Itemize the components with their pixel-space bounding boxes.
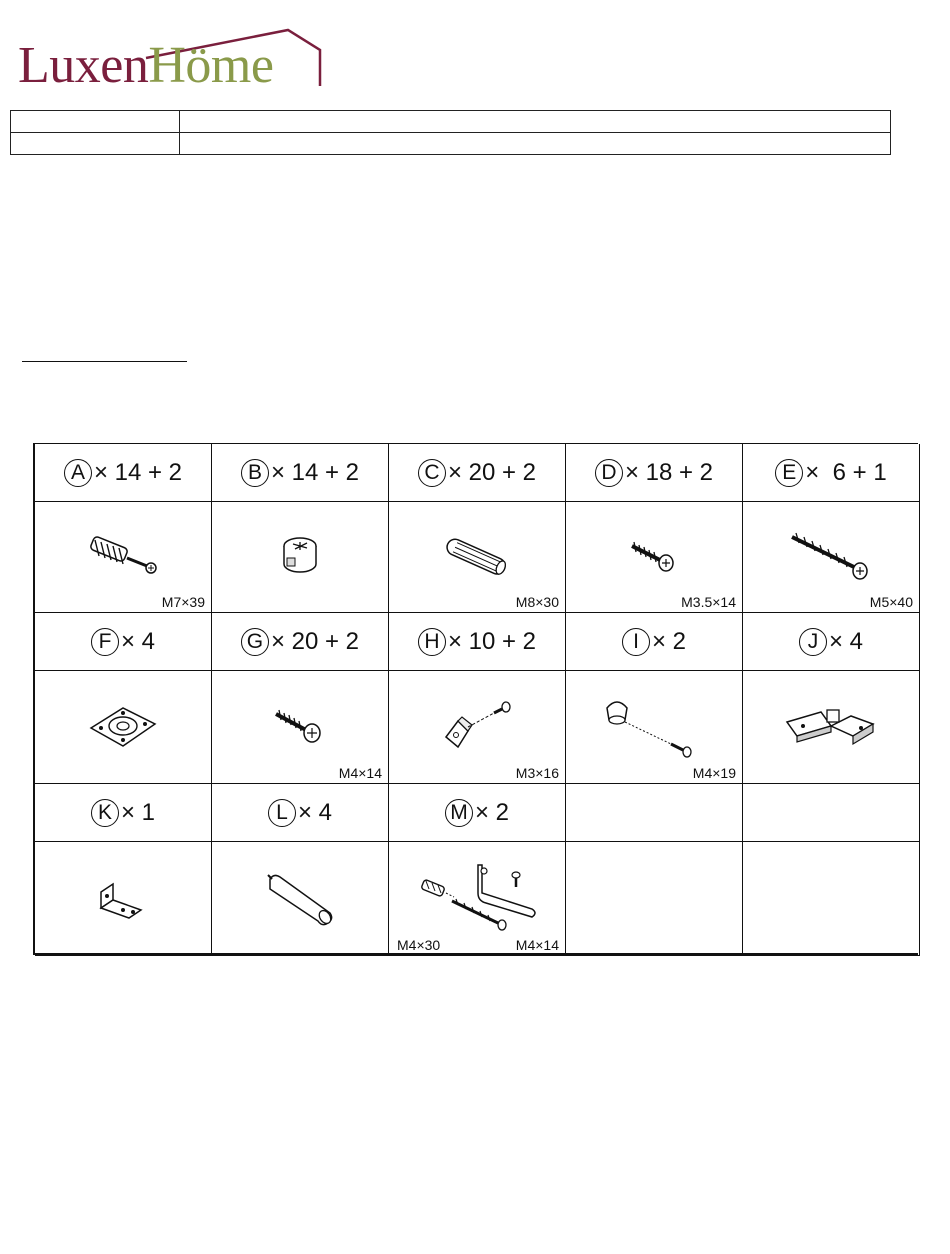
- hardware-header-e: [743, 444, 920, 502]
- hardware-header-a: [35, 444, 212, 502]
- item-spec: M8×30: [515, 594, 559, 610]
- hardware-header-d: [566, 444, 743, 502]
- empty-cell: [566, 842, 743, 956]
- item-letter: G: [241, 628, 269, 656]
- item-quantity: × 4: [297, 798, 333, 826]
- hardware-header-m: [389, 784, 566, 842]
- item-letter: C: [418, 459, 446, 487]
- hardware-header-j: [743, 613, 920, 671]
- item-spec: M4×14: [338, 765, 382, 781]
- item-quantity: × 4: [120, 627, 156, 655]
- item-letter: K: [91, 799, 119, 827]
- item-letter: H: [418, 628, 446, 656]
- item-spec: M4×19: [692, 765, 736, 781]
- item-quantity: × 2: [651, 627, 687, 655]
- tapered-leg-icon: [260, 869, 340, 929]
- item-quantity: × 6 + 1: [805, 458, 887, 486]
- item-quantity: × 14 + 2: [270, 458, 360, 486]
- hardware-picture-h: [389, 671, 566, 784]
- hardware-picture-b: [212, 502, 389, 613]
- item-letter: J: [799, 628, 827, 656]
- hardware-header-f: [35, 613, 212, 671]
- item-letter: E: [775, 459, 803, 487]
- leg-mounting-plate-icon: [83, 702, 163, 752]
- screw-icon: [270, 702, 330, 752]
- item-letter: L: [268, 799, 296, 827]
- item-quantity: × 14 + 2: [93, 458, 183, 486]
- item-letter: M: [445, 799, 473, 827]
- item-letter: I: [622, 628, 650, 656]
- item-letter: B: [241, 459, 269, 487]
- anti-tip-kit-icon: [412, 859, 542, 939]
- hardware-picture-e: [743, 502, 920, 613]
- hinge-icon: [781, 702, 881, 752]
- item-spec: M7×39: [161, 594, 205, 610]
- brand-name: LuxenHöme: [18, 37, 274, 94]
- item-spec-left: M4×30: [397, 937, 441, 953]
- item-quantity: × 10 + 2: [447, 627, 537, 655]
- hardware-picture-m: [389, 842, 566, 956]
- cam-lock-icon: [275, 532, 325, 582]
- item-quantity: × 20 + 2: [447, 458, 537, 486]
- item-quantity: × 1: [120, 798, 156, 826]
- item-spec: M3×16: [515, 765, 559, 781]
- small-screw-icon: [624, 532, 684, 582]
- hardware-picture-j: [743, 671, 920, 784]
- long-screw-icon: [786, 527, 876, 587]
- item-spec: M4×14: [515, 937, 559, 953]
- item-spec: M3.5×14: [681, 594, 736, 610]
- hardware-picture-g: [212, 671, 389, 784]
- info-table: [10, 110, 891, 155]
- hardware-picture-l: [212, 842, 389, 956]
- hardware-header-b: [212, 444, 389, 502]
- table-row: [11, 111, 891, 133]
- hardware-header-l: [212, 784, 389, 842]
- section-underline: [22, 361, 187, 362]
- item-quantity: × 4: [828, 627, 864, 655]
- item-letter: F: [91, 628, 119, 656]
- hardware-picture-d: [566, 502, 743, 613]
- corner-bracket-icon: [432, 697, 522, 757]
- hardware-header-c: [389, 444, 566, 502]
- item-letter: A: [64, 459, 92, 487]
- hardware-picture-k: [35, 842, 212, 956]
- item-letter: D: [595, 459, 623, 487]
- hardware-picture-c: [389, 502, 566, 613]
- wooden-dowel-icon: [437, 532, 517, 582]
- cam-bolt-icon: [83, 532, 163, 582]
- hardware-header-g: [212, 613, 389, 671]
- table-row: [11, 133, 891, 155]
- hardware-picture-f: [35, 671, 212, 784]
- item-spec: M5×40: [869, 594, 913, 610]
- hardware-picture-i: [566, 671, 743, 784]
- l-bracket-icon: [93, 874, 153, 924]
- item-quantity: × 2: [474, 798, 510, 826]
- hardware-grid: [33, 443, 918, 955]
- knob-icon: [599, 692, 709, 762]
- empty-cell: [566, 784, 743, 842]
- empty-cell: [743, 842, 920, 956]
- hardware-header-h: [389, 613, 566, 671]
- hardware-header-i: [566, 613, 743, 671]
- hardware-header-k: [35, 784, 212, 842]
- hardware-picture-a: [35, 502, 212, 613]
- item-quantity: × 18 + 2: [624, 458, 714, 486]
- brand-logo: [18, 28, 328, 94]
- empty-cell: [743, 784, 920, 842]
- item-quantity: × 20 + 2: [270, 627, 360, 655]
